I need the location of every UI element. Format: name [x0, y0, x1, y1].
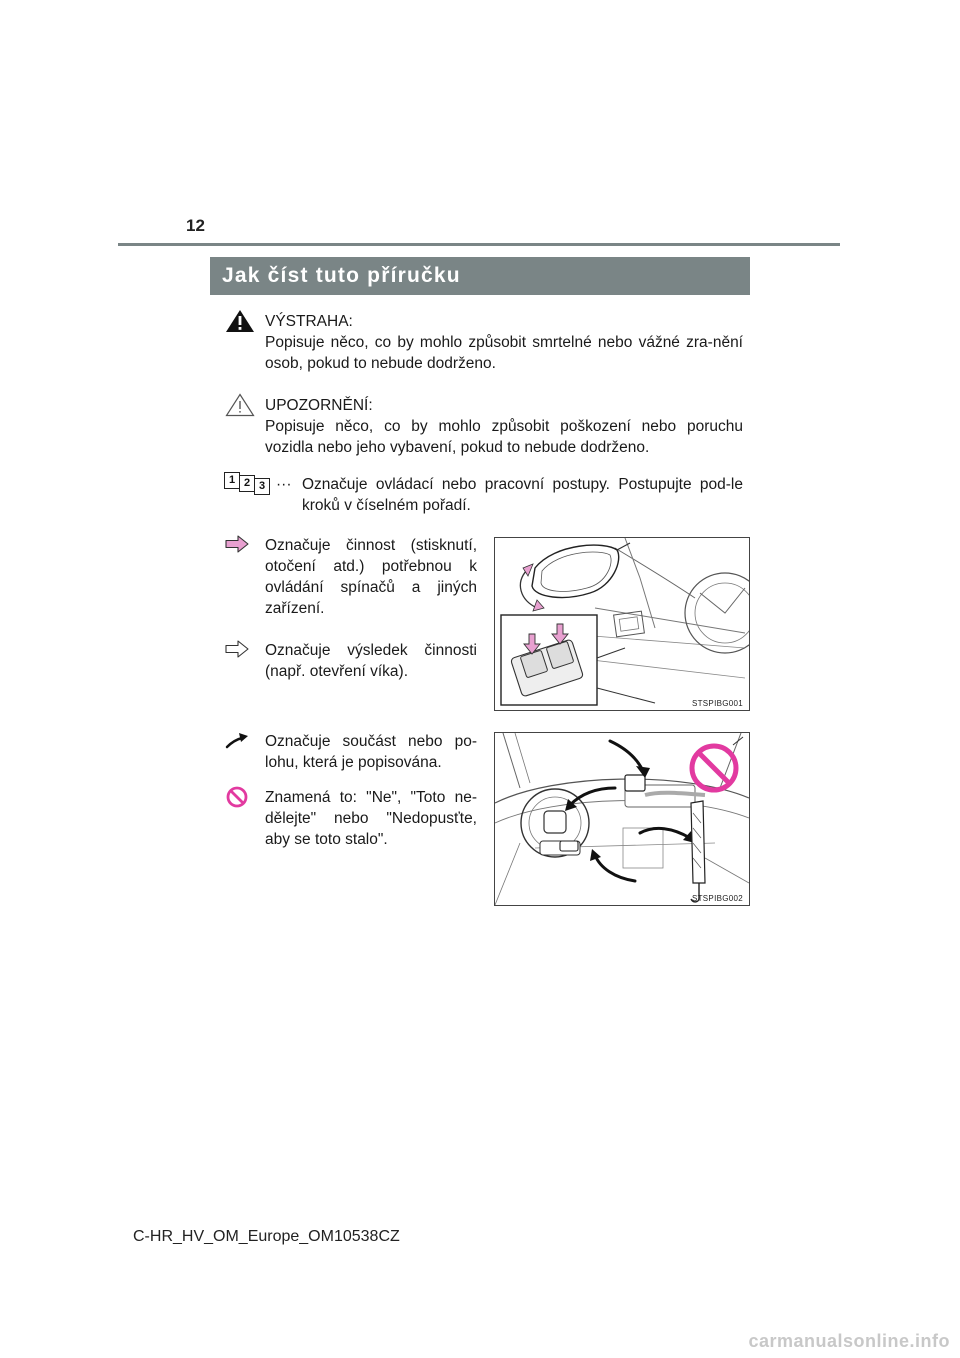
numbered-steps-icon	[224, 472, 284, 494]
notice-label: UPOZORNĚNÍ:	[265, 397, 373, 414]
figure-code: STSPIBG001	[691, 699, 743, 708]
footer-doc-code: C-HR_HV_OM_Europe_OM10538CZ	[133, 1228, 400, 1245]
mirror-switch-illustration	[495, 538, 749, 710]
watermark: carmanualsonline.info	[748, 1331, 950, 1351]
caution-triangle-outline-icon	[225, 393, 255, 417]
outline-arrow-icon	[225, 640, 249, 658]
header-rule	[118, 243, 840, 246]
section-title: Jak číst tuto příručku	[210, 257, 750, 295]
steps-ellipsis: ···	[276, 476, 292, 493]
page-number: 12	[186, 216, 205, 235]
action-text: Označuje činnost (stisknutí, otočení atd.) potřebnou k ovládání spínačů a jiných zařízení.	[265, 537, 477, 617]
dashboard-prohibition-illustration	[495, 733, 749, 905]
prohibition-circle-icon	[226, 786, 248, 808]
step-number: 2	[239, 475, 255, 492]
prohibition-text: Znamená to: "Ne", "Toto ne-dělejte" nebo "Nedopusťte, aby se toto stalo".	[265, 789, 477, 848]
figure-code: STSPIBG002	[691, 894, 743, 903]
steps-text: Označuje ovládací nebo pracovní postupy. Postupujte pod-le kroků v číselném pořadí.	[302, 476, 743, 514]
figure-mirror-switch	[494, 537, 750, 711]
notice-text: Popisuje něco, co by mohlo způsobit poškození nebo poruchu vozidla nebo jeho vybavení, pokud to nebude dodrženo.	[265, 418, 743, 456]
step-number: 1	[224, 472, 240, 489]
component-text: Označuje součást nebo po-lohu, která je popisována.	[265, 733, 477, 771]
black-pointer-arrow-icon	[225, 731, 249, 749]
warning-text: Popisuje něco, co by mohlo způsobit smrtelné nebo vážné zra-nění osob, pokud to nebude dodrženo.	[265, 334, 743, 372]
warning-label: VÝSTRAHA:	[265, 313, 353, 330]
warning-triangle-filled-icon	[225, 309, 255, 333]
pink-filled-arrow-icon	[225, 535, 249, 553]
step-number: 3	[254, 478, 270, 495]
result-text: Označuje výsledek činnosti (např. otevření víka).	[265, 642, 477, 680]
figure-dashboard	[494, 732, 750, 906]
